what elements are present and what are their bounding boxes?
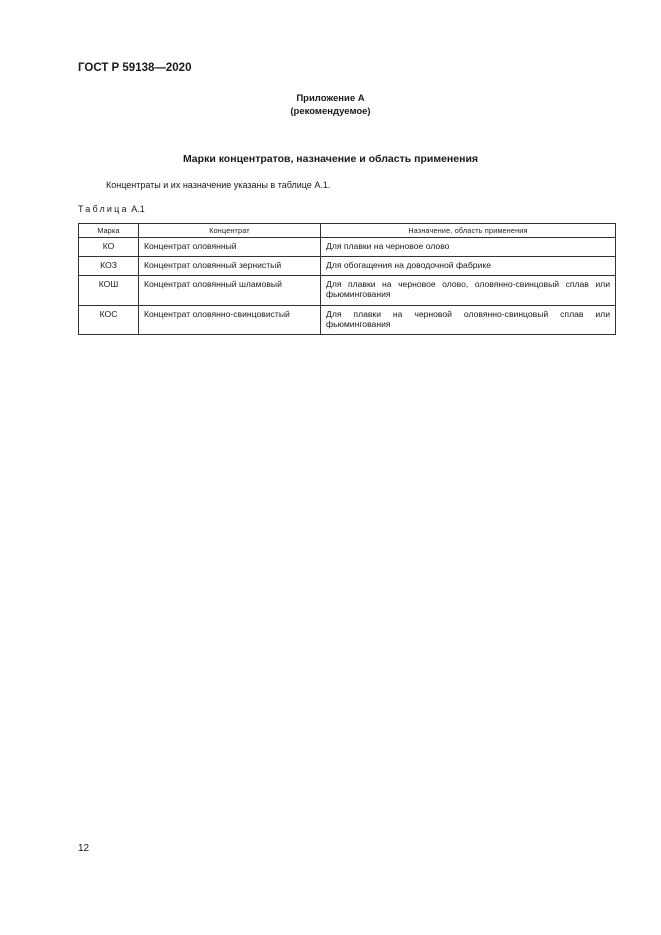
table-caption-word: Таблица (78, 204, 129, 214)
appendix-title: Приложение А (296, 93, 365, 104)
cell-purpose: Для обогащения на доводочной фабрике (321, 257, 616, 276)
cell-grade: КО (79, 238, 139, 257)
page-number: 12 (78, 843, 90, 854)
cell-grade: КОЗ (79, 257, 139, 276)
column-header-grade: Марка (79, 224, 139, 238)
cell-purpose: Для плавки на черновое олово, оловянно-свинцовый сплав или фьюмингования (321, 276, 616, 306)
cell-concentrate: Концентрат оловянный (139, 238, 321, 257)
cell-concentrate: Концентрат оловянный шламовый (139, 276, 321, 306)
cell-grade: КОШ (79, 276, 139, 306)
cell-purpose: Для плавки на черновое олово (321, 238, 616, 257)
table-caption (78, 204, 145, 214)
section-heading: Марки концентратов, назначение и область применения (182, 153, 479, 165)
cell-concentrate: Концентрат оловянный зернистый (139, 257, 321, 276)
column-header-concentrate: Концентрат (139, 224, 321, 238)
standard-code: ГОСТ Р 59138—2020 (78, 62, 192, 74)
appendix-status: (рекомендуемое) (290, 106, 371, 117)
intro-paragraph: Концентраты и их назначение указаны в таблице А.1. (106, 180, 331, 190)
appendix-header (0, 92, 661, 118)
table-row (79, 257, 616, 276)
table-caption-number: А.1 (131, 204, 145, 214)
table-row (79, 276, 616, 306)
table-header-row (79, 224, 616, 238)
concentrates-table (78, 223, 616, 335)
cell-grade: КОС (79, 306, 139, 335)
cell-purpose: Для плавки на черновой оловянно-свинцовый сплав или фьюмингования (321, 306, 616, 335)
table-row (79, 306, 616, 335)
table-row (79, 238, 616, 257)
column-header-purpose: Назначение, область применения (321, 224, 616, 238)
cell-concentrate: Концентрат оловянно-свинцовистый (139, 306, 321, 335)
